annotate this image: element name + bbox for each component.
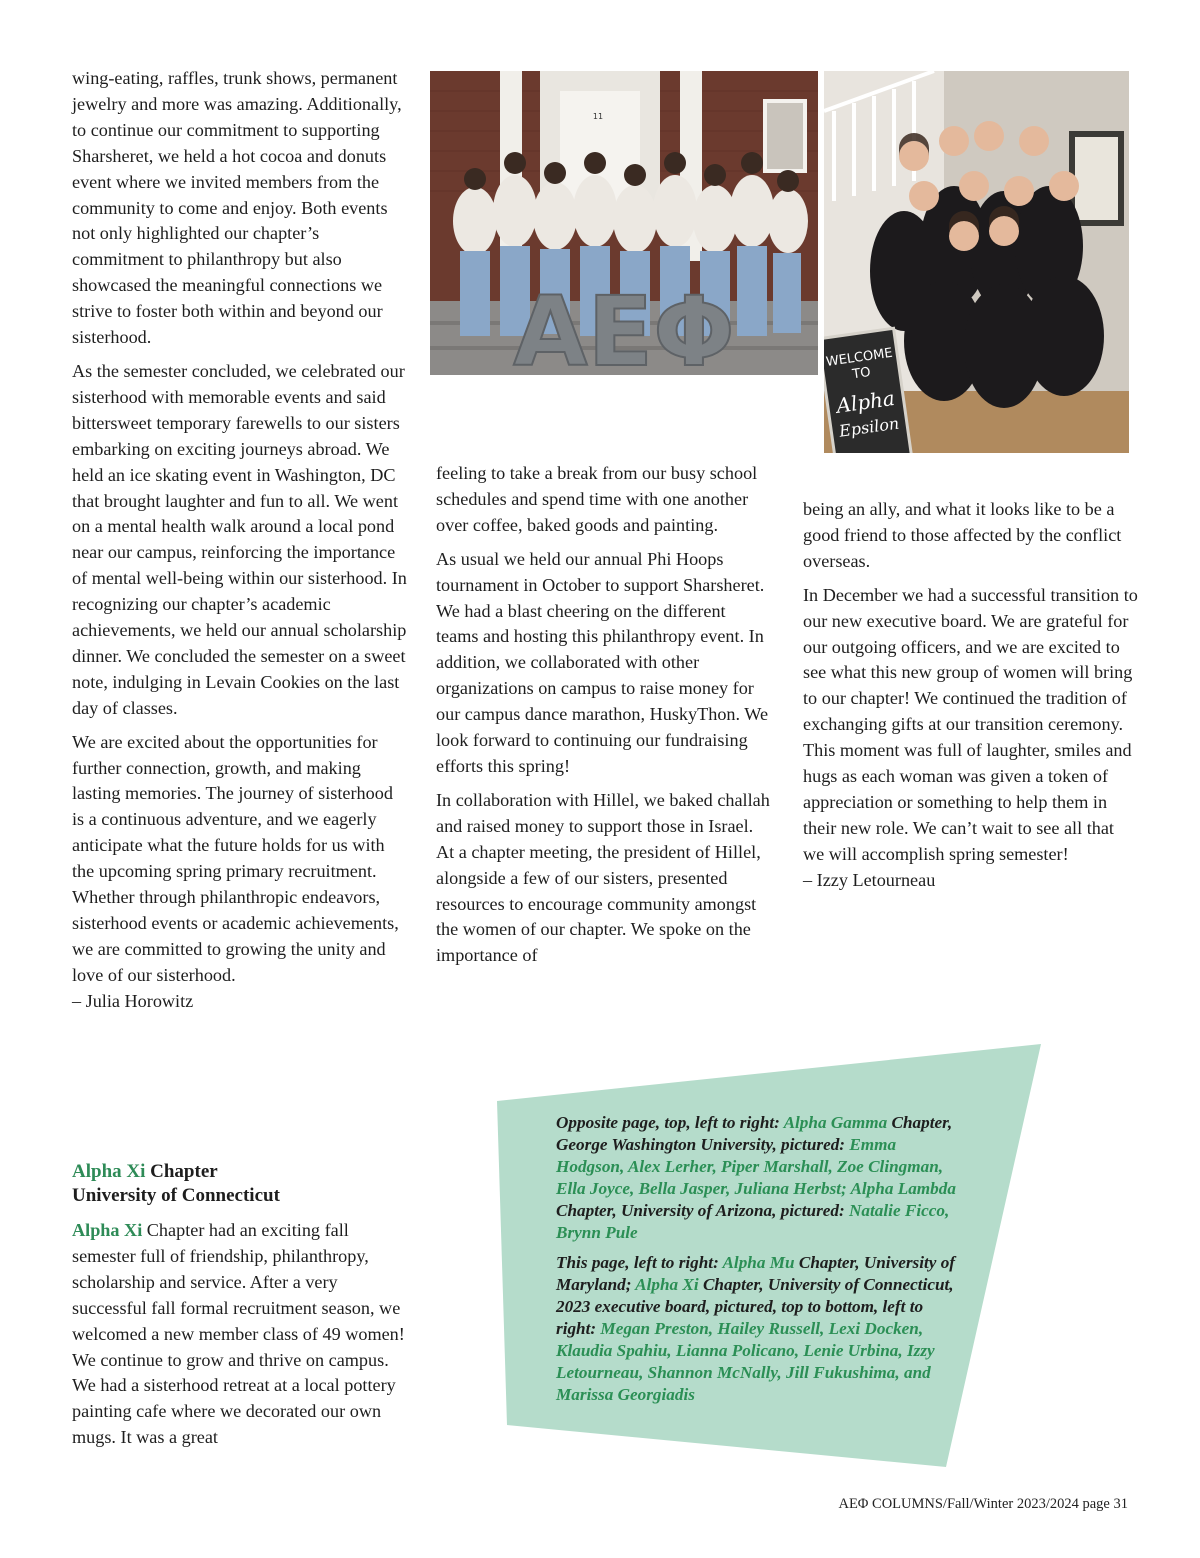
paragraph: being an ally, and what it looks like to be a good friend to those affected by the conflict overseas. <box>803 499 1122 571</box>
greek-letters-sign: ΑΕΦ <box>513 276 735 375</box>
paragraph-text: Chapter had an exciting fall semester full of friendship, philanthropy, scholarship and service. After a very successful fall formal recruitment season, we welcomed a new member class of 49 women! We continue to grow and thrive on campus. We had a sisterhood retreat at a local pottery painting cafe where we decorated our own mugs. It was a great <box>72 1220 405 1448</box>
caption-names: Natalie Ficco, Brynn Pule <box>556 1201 950 1242</box>
photo-caption <box>556 1112 966 1414</box>
paragraph: As usual we held our annual Phi Hoops tournament in October to support Sharsheret. We had a blast cheering on the different teams and hosting this philanthropy event. In addition, we collaborated with other organizations on campus to raise money for our campus dance marathon, HuskyThon. We look forward to continuing our fundraising efforts this spring! <box>436 548 769 776</box>
paragraph: feeling to take a break from our busy school schedules and spend time with one another over coffee, baked goods and painting. <box>436 463 758 535</box>
caption-chapter-name: Alpha Mu <box>722 1253 795 1272</box>
chapter-word: Chapter <box>145 1161 218 1182</box>
caption-text: Chapter, University of Connecticut, 2023 executive board, pictured, top to bottom, left to right: <box>556 1275 954 1338</box>
paragraph: In collaboration with Hillel, we baked challah and raised money to support those in Israel. At a chapter meeting, the president of Hillel, alongside a few of our sisters, presented resources to encourage community amongst the women of our chapter. We spoke on the importance of <box>436 789 770 966</box>
sign-to: TO <box>851 364 872 383</box>
door-number: 11 <box>592 112 604 121</box>
chapter-name: Alpha Xi <box>72 1161 146 1182</box>
caption-text: Chapter, University of Maryland; <box>556 1253 956 1294</box>
author-signature: – Julia Horowitz <box>72 990 194 1011</box>
caption-text: This page, left to right: <box>556 1253 723 1272</box>
paragraph-text: We are excited about the opportunities for further connection, growth, and making lasting memories. The journey of sisterhood is a continuous adventure, and we eagerly anticipate what the future holds for us with the upcoming spring primary recruitment. Whether through philanthropic endeavors, sisterhood events or academic achievements, we are committed to growing the unity and love of our sisterhood. <box>72 731 399 985</box>
page-footer: ΑΕΦ COLUMNS/Fall/Winter 2023/2024 page 31 <box>838 1496 1128 1512</box>
sign-script-alpha: Alpha <box>834 385 897 418</box>
paragraph-text: In December we had a successful transition to our new executive board. We are grateful for our outgoing officers, and we are excited to see what this new group of women will bring to our chapter! We continued the tradition of exchanging gifts at our transition ceremony. This moment was full of laughter, smiles and hugs as each woman was given a token of appreciation or something to help them in their new role. We can’t wait to see all that we will accomplish spring semester! <box>803 584 1138 864</box>
caption-chapter-name: Alpha Gamma <box>783 1113 888 1132</box>
caption-this-page <box>556 1252 966 1406</box>
caption-chapter-name: Alpha Lambda <box>850 1179 956 1198</box>
paragraph: wing-eating, raffles, trunk shows, permanent jewelry and more was amazing. Additionally, to continue our commitment to supporting Sharsheret, we held a hot cocoa and donuts event where we invited members from the community to come and enjoy. Both events not only highlighted our chapter’s commitment to philanthropy but also showcased the meaningful connections we strive to foster both within and beyond our sisterhood. <box>72 68 402 348</box>
sign-welcome: WELCOME <box>825 345 894 370</box>
sign-script-epsilon: Epsilon <box>837 413 901 441</box>
caption-text: Opposite page, top, left to right: <box>556 1113 784 1132</box>
caption-opposite-page <box>556 1112 966 1244</box>
caption-names: Emma Hodgson, Alex Lerher, Piper Marshall, Zoe Clingman, Ella Joyce, Bella Jasper, Juliana Herbst; <box>556 1135 944 1198</box>
caption-text: Chapter, University of Arizona, pictured: <box>556 1201 850 1220</box>
caption-chapter-name: Alpha Xi <box>635 1275 699 1294</box>
lead-chapter-name: Alpha Xi <box>72 1220 143 1240</box>
paragraph: As the semester concluded, we celebrated our sisterhood with memorable events and said bittersweet temporary farewells to our sisters embarking on exciting journeys abroad. We held an ice skating event in Washington, DC that brought laughter and fun to all. We went on a mental health walk around a local pond near our campus, reinforcing the importance of mental well-being within our sisterhood. In recognizing our chapter’s academic achievements, we held our annual scholarship dinner. We concluded the semester on a sweet note, indulging in Levain Cookies on the last day of classes. <box>72 360 407 718</box>
caption-text: Chapter, George Washington University, pictured: <box>556 1113 953 1154</box>
author-signature: – Izzy Letourneau <box>803 869 936 890</box>
caption-names: Megan Preston, Hailey Russell, Lexi Docken, Klaudia Spahiu, Lianna Policano, Lenie Urbina, Izzy Letourneau, Shannon McNally, Jill Fukushima, and Marissa Georgiadis <box>556 1319 935 1404</box>
university-name: University of Connecticut <box>72 1185 280 1206</box>
